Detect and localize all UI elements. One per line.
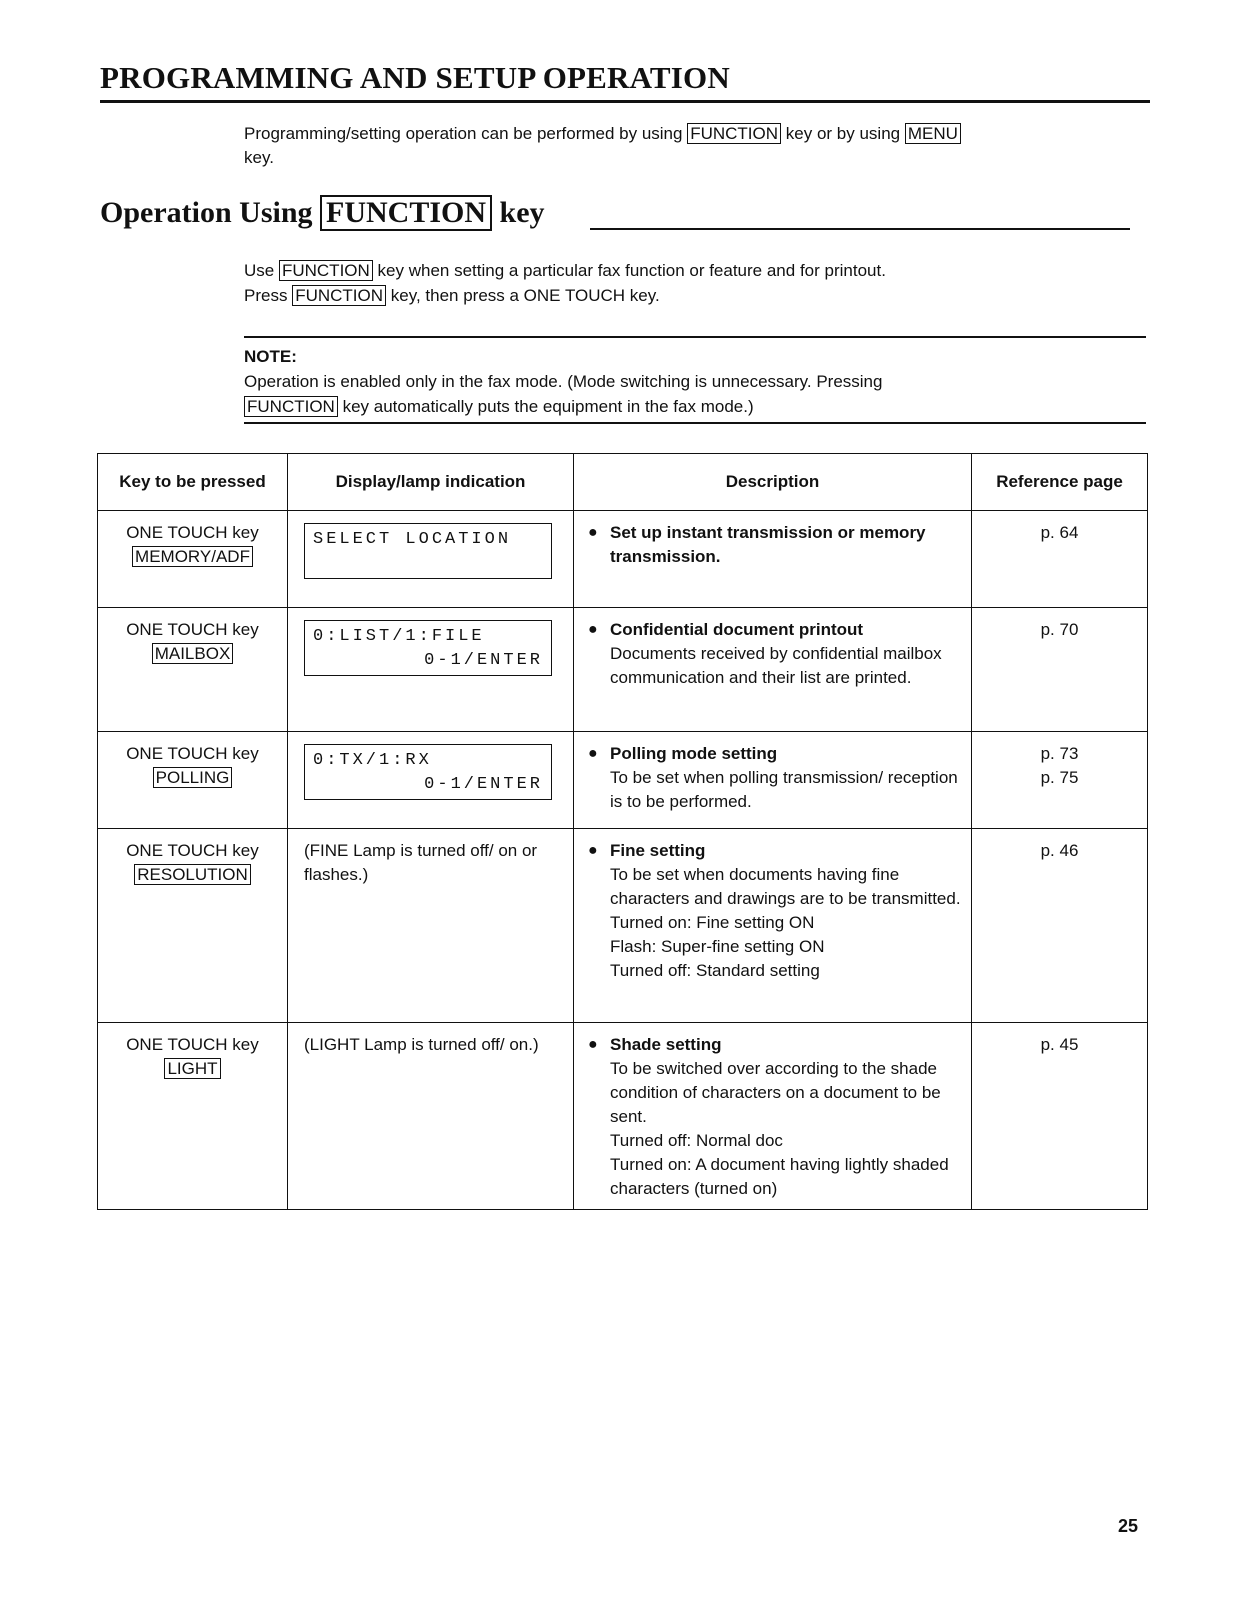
intro-text-after: key. xyxy=(244,148,274,167)
description-title: Polling mode setting xyxy=(610,744,778,763)
lcd-display xyxy=(304,744,552,800)
reference-page: p. 70 xyxy=(1040,620,1079,639)
key-cell xyxy=(98,608,288,732)
header-description: Description xyxy=(574,454,972,511)
display-cell xyxy=(288,1023,574,1210)
key-label: ONE TOUCH key xyxy=(126,744,259,763)
note-function-key: FUNCTION xyxy=(244,396,338,417)
description-text: Documents received by confidential mailbox communication and their list are printed. xyxy=(610,644,942,687)
header-display: Display/lamp indication xyxy=(288,454,574,511)
usage-line-1-prefix: Use xyxy=(244,261,275,280)
key-name: RESOLUTION xyxy=(134,864,251,885)
description-title: Set up instant transmission or memory transmission. xyxy=(610,523,926,566)
description-heading-line xyxy=(588,742,963,766)
lcd-line-1: SELECT LOCATION xyxy=(313,530,512,549)
section-title xyxy=(100,194,545,232)
key-cell xyxy=(98,1023,288,1210)
description-text: To be switched over according to the shade condition of characters on a document to be sent. xyxy=(610,1059,941,1126)
title-rule xyxy=(100,100,1150,103)
reference-page: p. 73 xyxy=(1040,744,1079,763)
description-title: Shade setting xyxy=(610,1035,722,1054)
key-label: ONE TOUCH key xyxy=(126,841,259,860)
display-cell xyxy=(288,829,574,1023)
bullet-icon: ● xyxy=(588,524,598,541)
lcd-display xyxy=(304,620,552,676)
key-cell xyxy=(98,511,288,608)
key-cell xyxy=(98,829,288,1023)
intro-paragraph xyxy=(244,122,1144,170)
note-rule-top xyxy=(244,336,1146,338)
table-row xyxy=(98,608,1148,732)
display-cell xyxy=(288,511,574,608)
description-cell xyxy=(574,732,972,829)
usage-line-2-prefix: Press xyxy=(244,286,288,305)
description-cell xyxy=(574,1023,972,1210)
table-row xyxy=(98,511,1148,608)
usage-line-1-key: FUNCTION xyxy=(279,260,373,281)
description-heading-line xyxy=(588,521,963,569)
description-heading-line xyxy=(588,1033,963,1057)
bullet-icon: ● xyxy=(588,1036,598,1053)
key-label: ONE TOUCH key xyxy=(126,1035,259,1054)
lcd-line-1: 0:LIST/1:FILE xyxy=(313,627,485,646)
bullet-icon: ● xyxy=(588,842,598,859)
description-heading-line xyxy=(588,618,963,642)
description-text: To be set when documents having fine characters and drawings are to be transmitted. xyxy=(610,865,961,908)
usage-line-1-suffix: key when setting a particular fax function or feature and for printout. xyxy=(377,261,886,280)
description-title: Fine setting xyxy=(610,841,706,860)
key-label: ONE TOUCH key xyxy=(126,620,259,639)
note-line-2 xyxy=(244,394,1144,419)
reference-page: p. 64 xyxy=(1040,523,1079,542)
note-line-2-text: key automatically puts the equipment in the fax mode.) xyxy=(342,397,754,416)
note-block xyxy=(244,344,1144,419)
section-title-suffix: key xyxy=(499,196,545,229)
key-name: MAILBOX xyxy=(152,643,234,664)
key-name: MEMORY/ADF xyxy=(132,546,253,567)
reference-page: p. 45 xyxy=(1040,1035,1079,1054)
reference-cell xyxy=(972,608,1148,732)
section-title-prefix: Operation Using xyxy=(100,196,313,229)
description-cell xyxy=(574,511,972,608)
key-label: ONE TOUCH key xyxy=(126,523,259,542)
usage-line-2 xyxy=(244,283,1144,308)
usage-line-1 xyxy=(244,258,1144,283)
bullet-icon: ● xyxy=(588,621,598,638)
page-title: PROGRAMMING AND SETUP OPERATION xyxy=(100,60,730,95)
description-title: Confidential document printout xyxy=(610,620,864,639)
page-number: 25 xyxy=(1118,1516,1139,1536)
note-rule-bottom xyxy=(244,422,1146,424)
key-name: LIGHT xyxy=(164,1058,220,1079)
intro-text: Programming/setting operation can be performed by using xyxy=(244,124,683,143)
note-heading: NOTE: xyxy=(244,347,297,366)
lcd-display xyxy=(304,523,552,579)
description-text: Turned on: Fine setting ON xyxy=(610,913,815,932)
description-cell xyxy=(574,608,972,732)
reference-cell xyxy=(972,511,1148,608)
table-header-row xyxy=(98,454,1148,511)
key-name: POLLING xyxy=(153,767,233,788)
display-cell xyxy=(288,608,574,732)
reference-page: p. 46 xyxy=(1040,841,1079,860)
lcd-line-2: 0-1/ENTER xyxy=(424,651,543,670)
reference-page: p. 75 xyxy=(1040,768,1079,787)
function-key-table xyxy=(97,453,1148,1210)
section-title-key: FUNCTION xyxy=(320,195,492,231)
description-cell xyxy=(574,829,972,1023)
header-key: Key to be pressed xyxy=(98,454,288,511)
description-text: Turned off: Standard setting xyxy=(610,961,820,980)
function-key-label: FUNCTION xyxy=(687,123,781,144)
lcd-line-1: 0:TX/1:RX xyxy=(313,751,432,770)
description-text: Turned off: Normal doc xyxy=(610,1131,783,1150)
lamp-indication: (FINE Lamp is turned off/ on or flashes.) xyxy=(304,841,538,884)
lcd-line-2: 0-1/ENTER xyxy=(424,775,543,794)
description-text: To be set when polling transmission/ reception is to be performed. xyxy=(610,768,958,811)
description-text: Turned on: A document having lightly shaded characters (turned on) xyxy=(610,1155,949,1198)
table-row xyxy=(98,829,1148,1023)
note-line-1: Operation is enabled only in the fax mode. (Mode switching is unnecessary. Pressing xyxy=(244,372,883,391)
display-cell xyxy=(288,732,574,829)
usage-line-2-suffix: key, then press a ONE TOUCH key. xyxy=(390,286,660,305)
usage-line-2-key: FUNCTION xyxy=(292,285,386,306)
table-row xyxy=(98,1023,1148,1210)
lamp-indication: (LIGHT Lamp is turned off/ on.) xyxy=(304,1035,539,1054)
bullet-icon: ● xyxy=(588,745,598,762)
reference-cell xyxy=(972,1023,1148,1210)
intro-text-middle: key or by using xyxy=(785,124,901,143)
table-row xyxy=(98,732,1148,829)
reference-cell xyxy=(972,732,1148,829)
description-heading-line xyxy=(588,839,963,863)
description-text: Flash: Super-fine setting ON xyxy=(610,937,825,956)
section-rule xyxy=(590,228,1130,230)
menu-key-label: MENU xyxy=(905,123,961,144)
reference-cell xyxy=(972,829,1148,1023)
header-reference: Reference page xyxy=(972,454,1148,511)
usage-paragraph xyxy=(244,258,1144,308)
key-cell xyxy=(98,732,288,829)
